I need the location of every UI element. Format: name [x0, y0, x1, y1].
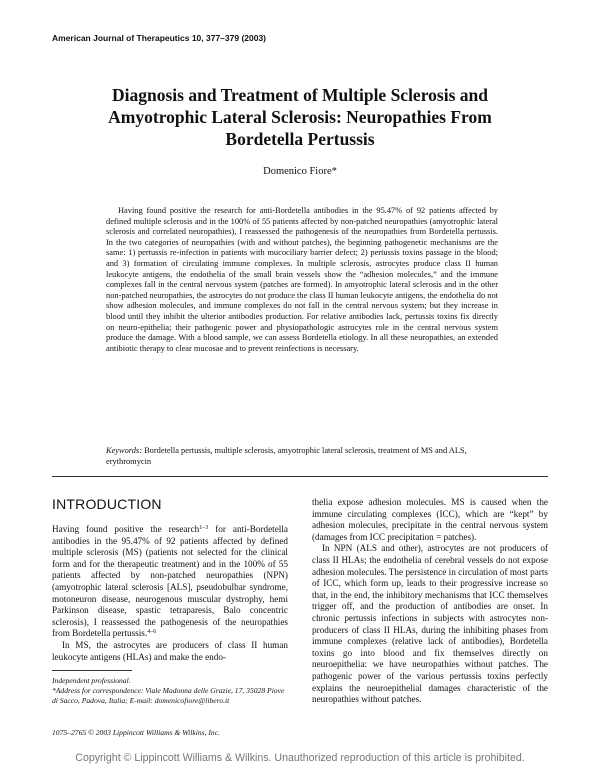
- keywords-label: Keywords:: [106, 446, 142, 455]
- author-name: Domenico Fiore*: [263, 166, 337, 177]
- journal-citation: American Journal of Therapeutics 10, 377–379 (2003): [52, 33, 267, 43]
- reference-superscript: 4–6: [147, 629, 157, 636]
- keywords: [106, 446, 498, 467]
- section-divider: [52, 476, 548, 477]
- footnote-affiliation: Independent professional.: [52, 676, 131, 685]
- title-line: Bordetella Pertussis: [225, 129, 375, 149]
- paragraph-text: for anti-Bordetella antibodies in the 95.47% of 92 patients affected by defined multiple sclerosis (MS) (patients not selected for the clinical form and for the therapeutic treatment) and in the 100% of 55 patients affected by non-patched neuropathies (NPN) (amyotrophic lateral sclerosis [ALS], pseudobulbar syndrome, motoneuron disease, neurogenous muscular dystrophy, hemi Parkinson disease, spastic tetraparesis, Balo concentric sclerosis), I reassessed the pathogenesis of the neuropathies from Bordetella pertussis.: [52, 524, 288, 639]
- footnote-divider: [52, 670, 132, 671]
- copyright-notice: Copyright © Lippincott Williams & Wilkins. Unauthorized reproduction of this article is prohibited.: [75, 752, 525, 764]
- body-paragraph: [52, 524, 288, 640]
- article-title: [52, 84, 548, 150]
- body-paragraph: In MS, the astrocytes are producers of class II human leukocyte antigens (HLAs) and make the endo-: [52, 639, 288, 662]
- footnote-correspondence: *Address for correspondence: Viale Madonna delle Grazie, 17, 35028 Piove di Sacco, Padova, Italia; E-mail: domenicofiore@libero.it: [52, 686, 285, 705]
- body-paragraph: In NPN (ALS and other), astrocytes are not producers of class II HLAs; the endothelia of cerebral vessels do not expose adhesion molecules. The persistence in circulation of most parts of ICC, which form up, leads to their progressive increase so that, in the end, the inhibitory mechanisms that ICC themselves trigger off, and the production of antibodies are onset. In chronic pertussis infections in subjects with astrocytes non-producers of class II HLAs, during the inhibiting phases from immune complexes (relative lack of antibodies), Bordetella toxins go into blood and fix themselves directly on neuroepithelia: we have neuropathies without patches. The pathogenic power of the various pertussis toxins perfectly explains the neuroepithelial damages characteristic of the neuropathies without patches.: [312, 543, 548, 705]
- title-line: Amyotrophic Lateral Sclerosis: Neuropathies From: [108, 107, 492, 127]
- body-paragraph: thelia expose adhesion molecules. MS is caused when the immune circulating complexes (ICC), which are “kept” by adhesion molecules, precipitate in the central nervous system (damages from ICC precipitation = patches).: [312, 497, 548, 542]
- title-line: Diagnosis and Treatment of Multiple Sclerosis and: [112, 85, 488, 105]
- paragraph-text: Having found positive the research: [52, 524, 200, 534]
- keywords-text: Bordetella pertussis, multiple sclerosis, amyotrophic lateral sclerosis, treatment of MS and ALS, erythromycin: [106, 446, 467, 466]
- reference-superscript: 1–3: [199, 525, 209, 531]
- section-heading: INTRODUCTION: [52, 496, 162, 512]
- abstract: Having found positive the research for anti-Bordetella antibodies in the 95.47% of 92 patients affected by defined multiple sclerosis and in the 100% of 55 patients affected by non-patched neuropathies (amyotrophic lateral sclerosis and correlated neuropathies), I reassessed the pathogenesis of the neuropathies from Bordetella pertussis. In the two categories of neuropathies (with and without patches), the beginning pathogenetic mechanisms are the same: 1) pertussis re-infection in patients with mucociliary barrier defect; 2) pertussis toxins passage in the blood; and 3) formation of circulating immune complexes. In multiple sclerosis, astrocytes produce class II human leukocyte antigens, the endothelia of the small brain vessels show the “adhesion molecules,” and the immune complexes fall in the central nervous system (patches are formed). In amyotrophic lateral sclerosis and in the other non-patched neuropathies, the astrocytes do not produce the class II human leukocyte antigens, the endothelia do not show adhesion molecules, and immune complexes do not fall in the central nervous system; but they increase in blood until they inhibit the ulterior antibodies production. For relative antibodies lack, pertussis toxins fix directly on neuro-epithelia; their pathogenic power and physiopathologic astrocytes role in the central nervous system produce the damage. With a blood sample, we can assess Bordetella etiology. In all these neuropathies, an extended antibiotic therapy to clear mucosae and to prevent reinfections is necessary.: [106, 206, 498, 353]
- left-column: [52, 524, 288, 663]
- footnotes: [52, 676, 292, 706]
- right-column: [312, 497, 548, 706]
- issn-line: 1075–2765 © 2003 Lippincott Williams & Wilkins, Inc.: [52, 728, 220, 737]
